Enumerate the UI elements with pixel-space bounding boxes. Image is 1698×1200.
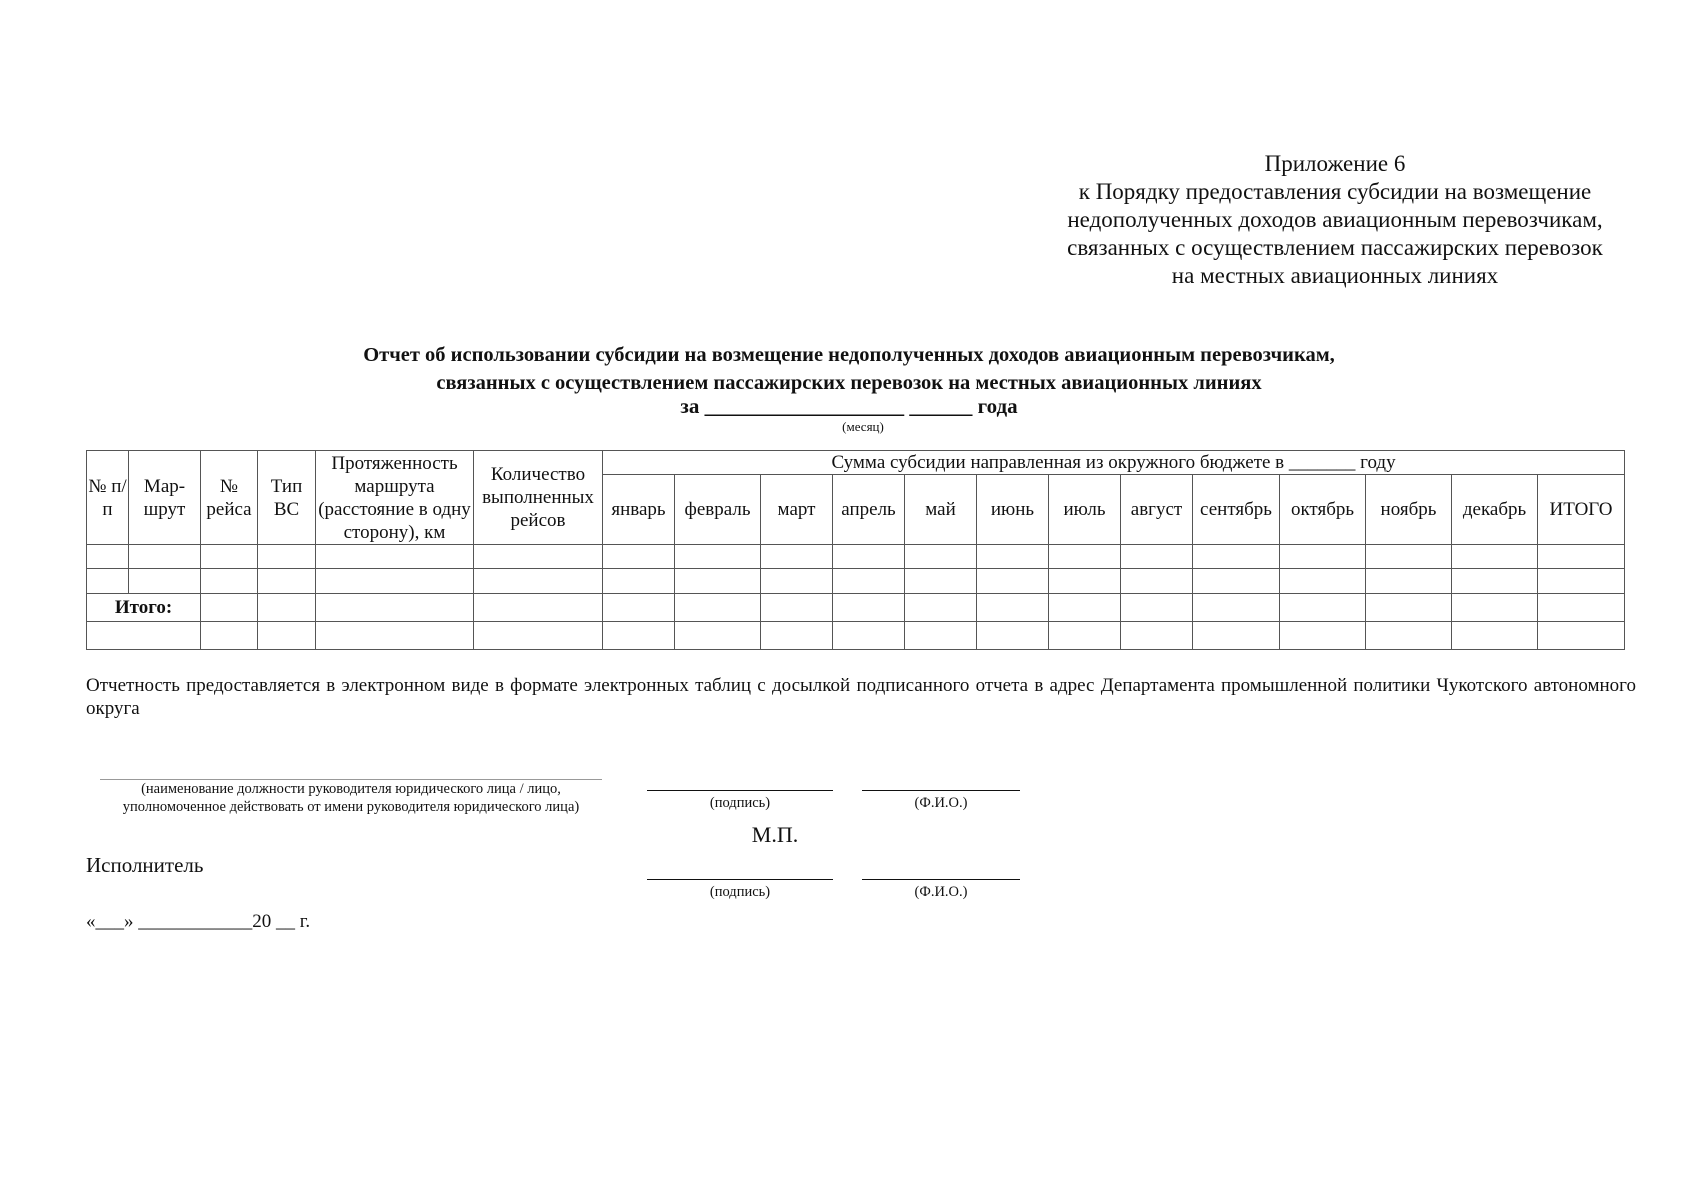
- table-cell[interactable]: [833, 622, 905, 650]
- table-cell[interactable]: [1280, 622, 1366, 650]
- table-cell[interactable]: [201, 594, 258, 622]
- table-cell[interactable]: [1121, 594, 1193, 622]
- table-total-row: [87, 594, 1625, 622]
- table-cell[interactable]: [1049, 545, 1121, 569]
- table-cell[interactable]: [1193, 622, 1280, 650]
- appendix-header: [1005, 150, 1665, 290]
- table-cell[interactable]: [761, 622, 833, 650]
- month-hint: (месяц): [842, 419, 884, 434]
- table-cell[interactable]: [201, 569, 258, 594]
- table-cell[interactable]: [201, 545, 258, 569]
- table-header-row: [87, 451, 1625, 475]
- date-field: «___» ____________20 __ г.: [86, 911, 311, 932]
- table-cell[interactable]: [1538, 594, 1625, 622]
- table-cell[interactable]: [603, 594, 675, 622]
- table-cell[interactable]: [1121, 545, 1193, 569]
- position-caption-line: уполномоченное действовать от имени руководителя юридического лица): [122, 799, 580, 815]
- table-cell[interactable]: [1121, 622, 1193, 650]
- report-title-line: связанных с осуществлением пассажирских перевозок на местных авиационных линиях: [436, 372, 1262, 394]
- table-cell[interactable]: [87, 569, 129, 594]
- position-caption-line: (наименование должности руководителя юридического лица / лицо,: [141, 781, 561, 797]
- header-flight: № рейса: [201, 451, 258, 545]
- report-table: [86, 450, 1625, 650]
- executor-signature-line: [647, 879, 833, 880]
- table-cell[interactable]: [1049, 594, 1121, 622]
- table-cell[interactable]: [1538, 622, 1625, 650]
- header-month: июль: [1049, 475, 1121, 545]
- report-period: за ___________________ ______ года: [680, 394, 1018, 418]
- header-month: октябрь: [1280, 475, 1366, 545]
- table-cell[interactable]: [1452, 569, 1538, 594]
- table-cell[interactable]: [1280, 545, 1366, 569]
- table-cell[interactable]: [1193, 594, 1280, 622]
- table-cell[interactable]: [603, 622, 675, 650]
- table-cell[interactable]: [258, 569, 316, 594]
- table-cell[interactable]: [129, 569, 201, 594]
- header-month: март: [761, 475, 833, 545]
- table-cell[interactable]: [1452, 622, 1538, 650]
- table-cell[interactable]: [1538, 545, 1625, 569]
- table-cell[interactable]: [1366, 569, 1452, 594]
- executor-label: Исполнитель: [86, 853, 204, 877]
- executor-name-line: [862, 879, 1020, 880]
- header-month: апрель: [833, 475, 905, 545]
- header-total: ИТОГО: [1538, 475, 1625, 545]
- header-aircraft-type: Тип ВС: [258, 451, 316, 545]
- header-subsidy-group: Сумма субсидии направленная из окружного бюджете в _______ году: [603, 451, 1625, 475]
- table-cell[interactable]: [1538, 569, 1625, 594]
- table-cell[interactable]: [833, 569, 905, 594]
- table-cell[interactable]: [129, 545, 201, 569]
- table-cell[interactable]: [1280, 594, 1366, 622]
- header-flight-count: Количество выполненных рейсов: [474, 451, 603, 545]
- table-cell[interactable]: [675, 594, 761, 622]
- table-cell[interactable]: [905, 545, 977, 569]
- table-cell[interactable]: [761, 594, 833, 622]
- header-month: июнь: [977, 475, 1049, 545]
- name-line: [862, 790, 1020, 791]
- table-row: [87, 622, 1625, 650]
- table-cell[interactable]: [258, 594, 316, 622]
- table-cell[interactable]: [1366, 594, 1452, 622]
- header-month: ноябрь: [1366, 475, 1452, 545]
- table-cell[interactable]: [1193, 545, 1280, 569]
- table-cell[interactable]: [474, 569, 603, 594]
- appendix-line: связанных с осуществлением пассажирских перевозок: [1067, 235, 1603, 260]
- table-row: [87, 545, 1625, 569]
- table-cell[interactable]: [833, 594, 905, 622]
- appendix-line: Приложение 6: [1264, 151, 1406, 176]
- header-month: январь: [603, 475, 675, 545]
- table-cell[interactable]: [977, 569, 1049, 594]
- table-cell[interactable]: [258, 622, 316, 650]
- table-cell[interactable]: [905, 622, 977, 650]
- table-cell[interactable]: [258, 545, 316, 569]
- executor-signature-caption: (подпись): [709, 884, 771, 900]
- table-cell[interactable]: [1280, 569, 1366, 594]
- table-cell[interactable]: [1366, 622, 1452, 650]
- table-cell[interactable]: [1049, 569, 1121, 594]
- table-cell[interactable]: [316, 622, 474, 650]
- signature-line: [647, 790, 833, 791]
- position-caption: [86, 780, 616, 816]
- signature-caption: (подпись): [709, 795, 771, 811]
- appendix-line: на местных авиационных линиях: [1171, 263, 1499, 288]
- total-label: Итого:: [87, 594, 201, 622]
- table-cell[interactable]: [87, 545, 129, 569]
- header-month: декабрь: [1452, 475, 1538, 545]
- table-cell[interactable]: [1049, 622, 1121, 650]
- header-route-length: Протяженность маршрута (расстояние в одну сторону), км: [316, 451, 474, 545]
- header-month: май: [905, 475, 977, 545]
- table-cell[interactable]: [474, 594, 603, 622]
- executor-name-caption: (Ф.И.О.): [914, 884, 968, 900]
- table-cell[interactable]: [761, 569, 833, 594]
- table-cell[interactable]: [1193, 569, 1280, 594]
- header-route: Мар- шрут: [129, 451, 201, 545]
- table-cell[interactable]: [977, 622, 1049, 650]
- table-cell[interactable]: [316, 545, 474, 569]
- header-month: сентябрь: [1193, 475, 1280, 545]
- submission-note: Отчетность предоставляется в электронном виде в формате электронных таблиц с досылкой подписанного отчета в адрес Департамента промышленной политики Чукотского автономного округа: [86, 675, 1636, 719]
- header-month: август: [1121, 475, 1193, 545]
- table-cell[interactable]: [1121, 569, 1193, 594]
- table-cell[interactable]: [833, 545, 905, 569]
- table-row: [87, 569, 1625, 594]
- table-cell[interactable]: [977, 594, 1049, 622]
- table-cell[interactable]: [474, 545, 603, 569]
- table-cell[interactable]: [1452, 594, 1538, 622]
- header-month: февраль: [675, 475, 761, 545]
- table-cell[interactable]: [761, 545, 833, 569]
- table-cell[interactable]: [603, 569, 675, 594]
- table-cell[interactable]: [675, 545, 761, 569]
- table-cell[interactable]: [905, 569, 977, 594]
- table-cell[interactable]: [201, 622, 258, 650]
- table-cell[interactable]: [603, 545, 675, 569]
- table-cell[interactable]: [675, 569, 761, 594]
- table-cell[interactable]: [1452, 545, 1538, 569]
- report-title-line: Отчет об использовании субсидии на возмещение недополученных доходов авиационным перевозчикам,: [363, 344, 1335, 366]
- seal-placeholder: М.П.: [751, 822, 799, 847]
- table-cell[interactable]: [905, 594, 977, 622]
- table-cell[interactable]: [316, 594, 474, 622]
- table-cell[interactable]: [316, 569, 474, 594]
- header-no: № п/п: [87, 451, 129, 545]
- table-cell[interactable]: [1366, 545, 1452, 569]
- appendix-line: к Порядку предоставления субсидии на возмещение: [1078, 179, 1592, 204]
- table-cell[interactable]: [977, 545, 1049, 569]
- table-cell[interactable]: [474, 622, 603, 650]
- table-cell[interactable]: [87, 622, 201, 650]
- table-cell[interactable]: [675, 622, 761, 650]
- report-title: [0, 341, 1698, 397]
- appendix-line: недополученных доходов авиационным перевозчикам,: [1067, 207, 1603, 232]
- name-caption: (Ф.И.О.): [914, 795, 968, 811]
